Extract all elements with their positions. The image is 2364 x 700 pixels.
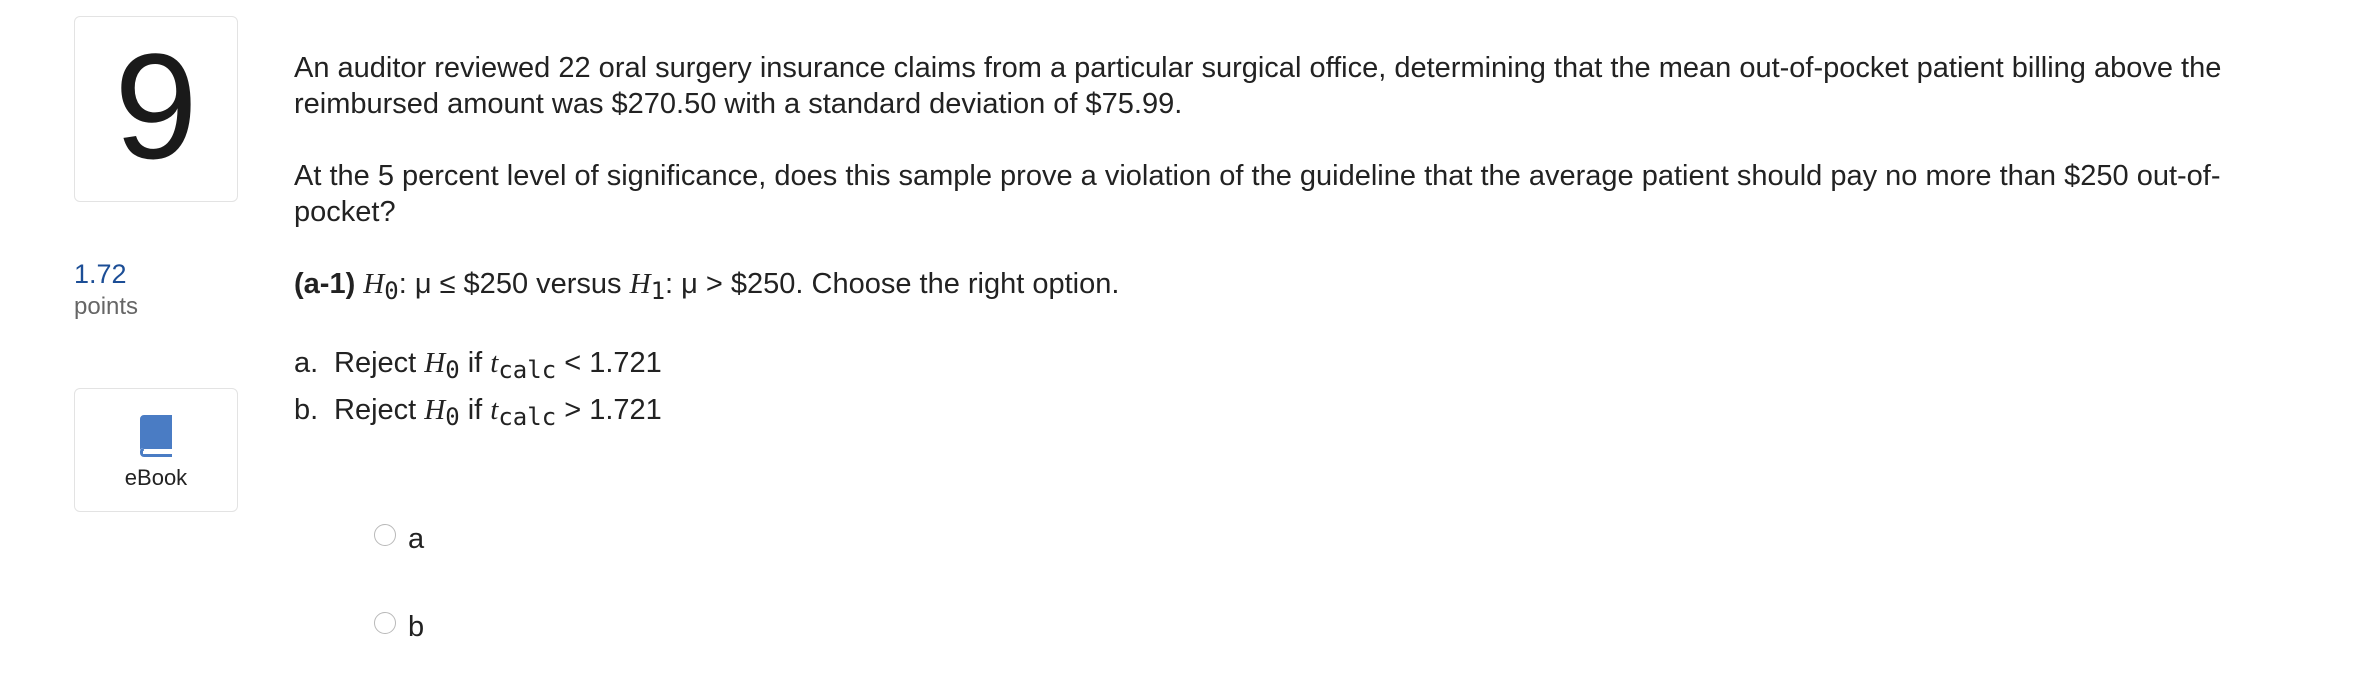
h1-relation: : μ > $250. Choose the right option.	[665, 268, 1120, 300]
h0-symbol: H	[424, 394, 446, 426]
h0-relation: : μ ≤ $250 versus	[398, 268, 630, 300]
t-subscript: calc	[498, 403, 557, 431]
option-letter: b.	[294, 394, 319, 426]
answer-radio-group	[374, 520, 425, 643]
h1-symbol: H	[629, 268, 651, 300]
t-subscript: calc	[498, 356, 557, 384]
t-symbol: t	[490, 347, 499, 379]
ebook-button[interactable]	[74, 388, 238, 512]
points-info	[74, 258, 138, 322]
option-description-a	[294, 343, 2224, 390]
points-label: points	[74, 292, 139, 320]
option-text: if	[459, 347, 491, 379]
h0-subscript: 0	[445, 403, 460, 431]
h0-symbol: H	[363, 268, 385, 300]
book-icon	[138, 415, 174, 457]
option-text: Reject	[334, 347, 425, 379]
ebook-label: eBook	[124, 465, 188, 490]
radio-button-a[interactable]	[374, 524, 396, 546]
question-content	[294, 50, 2224, 437]
question-number-box	[74, 16, 238, 202]
h1-subscript: 1	[650, 277, 666, 305]
h0-subscript: 0	[445, 356, 460, 384]
option-text: if	[459, 394, 491, 426]
radio-button-b[interactable]	[374, 612, 396, 634]
answer-choice-a[interactable]	[374, 520, 425, 555]
option-condition: > 1.721	[556, 394, 662, 426]
part-label: (a-1)	[294, 268, 356, 300]
points-value: 1.72	[74, 259, 127, 289]
h0-subscript: 0	[384, 277, 399, 305]
h0-symbol: H	[424, 347, 446, 379]
option-description-b	[294, 390, 2224, 437]
radio-label-a[interactable]: a	[408, 522, 425, 555]
problem-statement: An auditor reviewed 22 oral surgery insurance claims from a particular surgical office, determining that the mean out-of-pocket patient billing above the reimbursed amount was $270.50 with a standard deviation of $75.99.	[294, 52, 2222, 120]
option-descriptions	[294, 343, 2224, 437]
option-text: Reject	[334, 394, 425, 426]
answer-choice-b[interactable]	[374, 608, 425, 643]
part-a1-prompt	[294, 266, 2224, 309]
t-symbol: t	[490, 394, 499, 426]
option-condition: < 1.721	[556, 347, 662, 379]
radio-label-b[interactable]: b	[408, 610, 425, 643]
question-number: 9	[114, 22, 198, 190]
problem-question: At the 5 percent level of significance, does this sample prove a violation of the guideline that the average patient should pay no more than $250 out-of-pocket?	[294, 160, 2221, 228]
option-letter: a.	[294, 347, 319, 379]
